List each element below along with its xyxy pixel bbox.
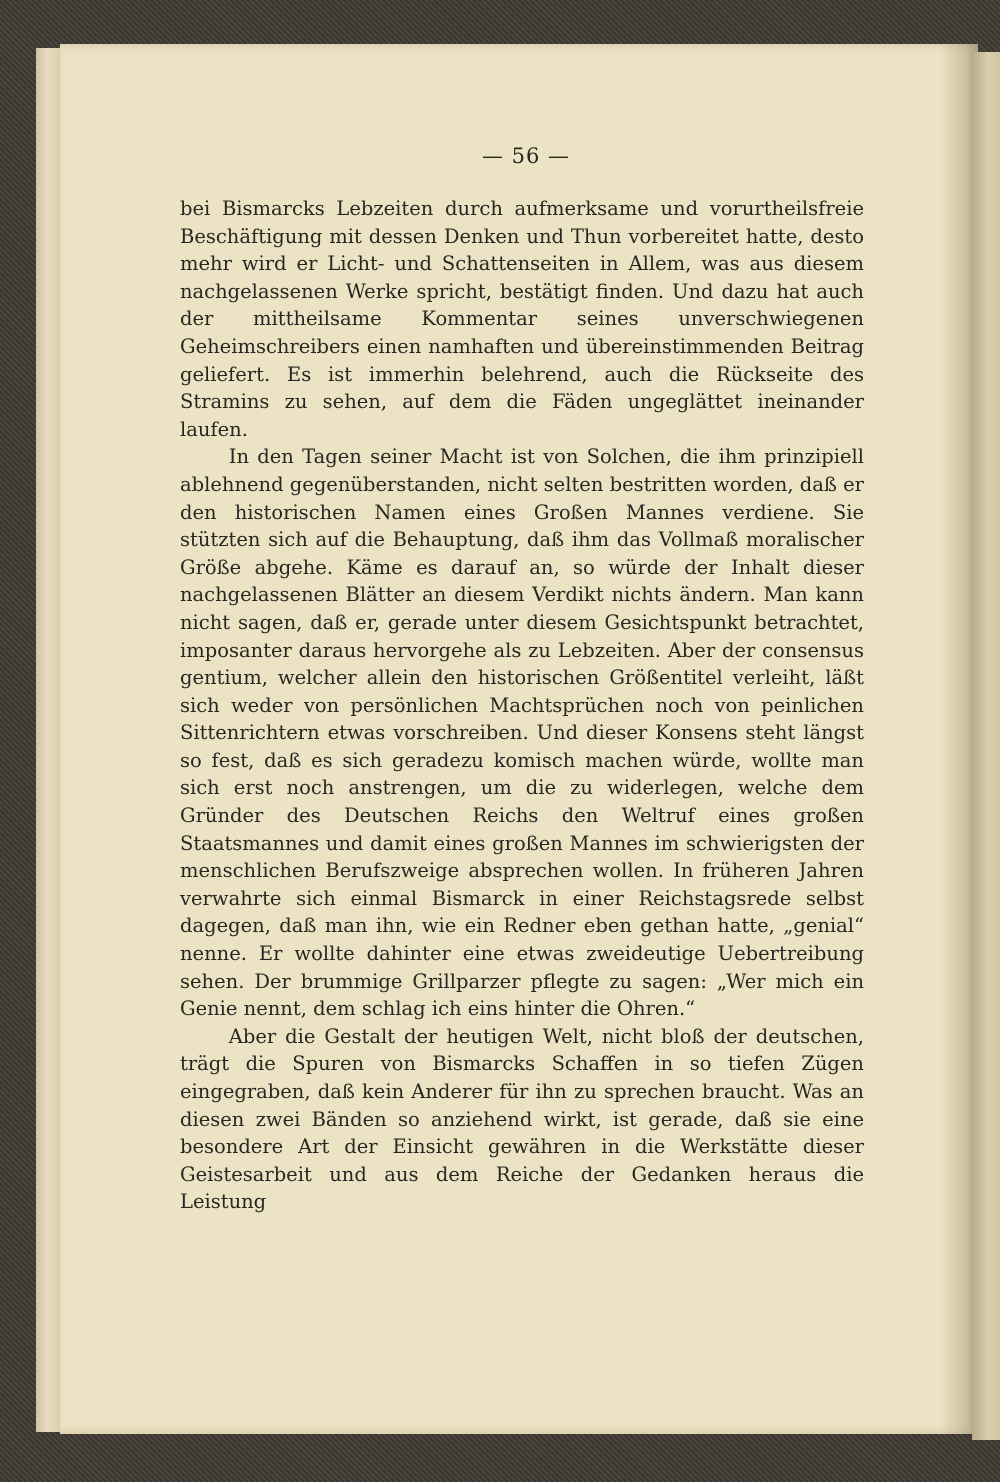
paragraph-2: In den Tagen seiner Macht ist von Solchen, die ihm prinzipiell ablehnend gegenüberstanden, nicht selten bestritten worden, daß er den historischen Namen eines Großen Mannes verdiene. Sie stützten sich auf die Behauptung, daß ihm das Vollmaß moralischer Größe abgehe. Käme es darauf an, so würde der Inhalt dieser nachgelassenen Blätter an diesem Verdikt nichts ändern. Man kann nicht sagen, daß er, gerade unter diesem Gesichtspunkt betrachtet, imposanter daraus hervorgehe als zu Lebzeiten. Aber der consensus gentium, welcher allein den historischen Größentitel verleiht, läßt sich weder von persönlichen Machtsprüchen noch von peinlichen Sittenrichtern etwas vorschreiben. Und dieser Konsens steht längst so fest, daß es sich geradezu komisch machen würde, wollte man sich erst noch anstrengen, um die zu widerlegen, welche dem Gründer des Deutschen Reichs den Weltruf eines großen Staatsmannes und damit eines großen Mannes im schwierigsten der menschlichen Berufszweige absprechen wollen. In früheren Jahren verwahrte sich einmal Bismarck in einer Reichstagsrede selbst dagegen, daß man ihn, wie ein Redner eben gethan hatte, „genial“ nenne. Er wollte dahinter eine etwas zweideutige Uebertreibung sehen. Der brummige Grillparzer pflegte zu sagen: „Wer mich ein Genie nennt, dem schlag ich eins hinter die Ohren.“: [180, 445, 864, 1021]
facing-page-edge: [972, 52, 1000, 1440]
page-number: — 56 —: [481, 144, 571, 168]
paragraph-3: Aber die Gestalt der heutigen Welt, nicht bloß der deutschen, trägt die Spuren von Bismarcks Schaffen in so tiefen Zügen eingegraben, daß kein Anderer für ihn zu sprechen braucht. Was an diesen zwei Bänden so anziehend wirkt, ist gerade, daß sie eine besondere Art der Einsicht gewähren in die Werkstätte dieser Geistesarbeit und aus dem Reiche der Gedanken heraus die Leistung: [180, 1024, 864, 1214]
body-text: [180, 195, 864, 1216]
paragraph-1: bei Bismarcks Lebzeiten durch aufmerksame und vorurtheilsfreie Beschäftigung mit dessen Denken und Thun vorbereitet hatte, desto mehr wird er Licht- und Schattenseiten in Allem, was aus diesem nachgelassenen Werke spricht, bestätigt finden. Und dazu hat auch der mittheilsame Kommentar seines unverschwiegenen Geheimschreibers einen namhaften und übereinstimmenden Beitrag geliefert. Es ist immerhin belehrend, auch die Rückseite des Stramins zu sehen, auf dem die Fäden ungeglättet ineinander laufen.: [180, 197, 864, 441]
